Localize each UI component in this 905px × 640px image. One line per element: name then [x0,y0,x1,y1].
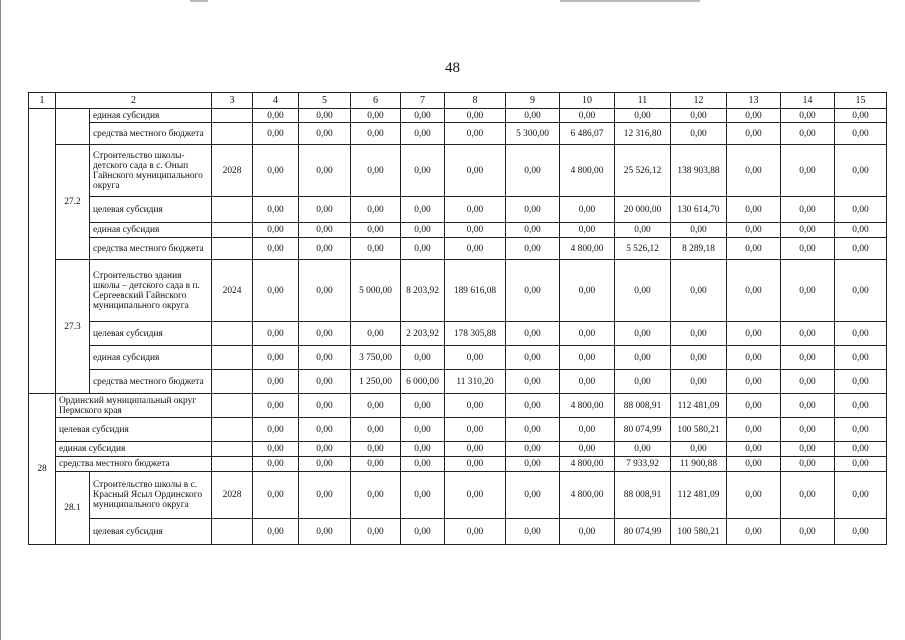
value-cell: 0,00 [560,109,615,123]
value-cell: 0,00 [445,519,506,545]
row-label: Строительство школы-детского сада в с. Онып Гайнского муниципального округа [90,145,212,197]
table-row [29,370,887,394]
value-cell: 5 000,00 [351,260,401,322]
table-row [29,519,887,545]
budget-table [28,92,887,545]
value-cell: 0,00 [401,472,445,519]
scan-mark [190,0,208,2]
value-cell: 0,00 [351,442,401,457]
value-cell: 0,00 [253,346,299,370]
value-cell: 0,00 [445,394,506,418]
row-group-number: 27.2 [56,145,90,260]
value-cell: 0,00 [401,109,445,123]
value-cell: 8 289,18 [671,238,727,260]
table-row [29,197,887,223]
column-header: 5 [299,93,351,109]
column-header: 10 [560,93,615,109]
value-cell: 12 316,80 [615,123,671,145]
row-year [212,197,253,223]
column-header: 4 [253,93,299,109]
value-cell: 0,00 [781,322,835,346]
value-cell: 0,00 [781,223,835,238]
value-cell: 0,00 [351,123,401,145]
row-label: целевая субсидия [90,197,212,223]
row-year: 2028 [212,472,253,519]
value-cell: 0,00 [445,346,506,370]
value-cell: 6 000,00 [401,370,445,394]
value-cell: 0,00 [835,260,887,322]
value-cell: 0,00 [560,322,615,346]
value-cell: 0,00 [615,370,671,394]
value-cell: 0,00 [506,442,560,457]
value-cell: 0,00 [835,442,887,457]
value-cell: 0,00 [253,370,299,394]
value-cell: 0,00 [445,238,506,260]
value-cell: 0,00 [445,197,506,223]
value-cell: 0,00 [253,123,299,145]
value-cell: 0,00 [727,418,781,442]
value-cell: 0,00 [727,322,781,346]
row-year: 2028 [212,145,253,197]
value-cell: 0,00 [253,238,299,260]
value-cell: 0,00 [253,260,299,322]
value-cell: 0,00 [351,472,401,519]
value-cell: 0,00 [671,322,727,346]
column-header: 9 [506,93,560,109]
table-row [29,457,887,472]
value-cell: 0,00 [615,260,671,322]
value-cell: 0,00 [299,322,351,346]
value-cell: 6 486,07 [560,123,615,145]
value-cell: 0,00 [445,109,506,123]
value-cell: 0,00 [299,346,351,370]
value-cell: 0,00 [835,394,887,418]
value-cell: 138 903,88 [671,145,727,197]
value-cell: 0,00 [727,145,781,197]
row-year [212,223,253,238]
value-cell: 0,00 [299,197,351,223]
value-cell: 0,00 [506,457,560,472]
table-row [29,322,887,346]
value-cell: 0,00 [445,145,506,197]
value-cell: 0,00 [727,238,781,260]
value-cell: 0,00 [671,370,727,394]
value-cell: 0,00 [781,394,835,418]
row-group-number: 27.3 [56,260,90,394]
table-row [29,123,887,145]
value-cell: 0,00 [727,346,781,370]
value-cell: 80 074,99 [615,418,671,442]
value-cell: 0,00 [299,472,351,519]
value-cell: 0,00 [506,109,560,123]
value-cell: 0,00 [401,394,445,418]
value-cell: 0,00 [781,145,835,197]
value-cell: 0,00 [835,322,887,346]
row-year [212,394,253,418]
value-cell: 0,00 [560,197,615,223]
value-cell: 0,00 [781,197,835,223]
value-cell: 0,00 [299,394,351,418]
value-cell: 11 900,88 [671,457,727,472]
value-cell: 0,00 [299,223,351,238]
row-label: единая субсидия [90,346,212,370]
value-cell: 0,00 [835,197,887,223]
value-cell: 0,00 [351,457,401,472]
value-cell: 4 800,00 [560,394,615,418]
value-cell: 0,00 [445,457,506,472]
value-cell: 0,00 [727,370,781,394]
value-cell: 0,00 [835,238,887,260]
value-cell: 0,00 [351,238,401,260]
column-header: 15 [835,93,887,109]
value-cell: 5 526,12 [615,238,671,260]
value-cell: 0,00 [401,123,445,145]
column-header: 8 [445,93,506,109]
row-group-number [29,109,56,394]
value-cell: 0,00 [835,457,887,472]
row-year [212,418,253,442]
value-cell: 0,00 [560,519,615,545]
value-cell: 0,00 [781,418,835,442]
scan-mark [560,0,700,2]
value-cell: 0,00 [253,197,299,223]
value-cell: 0,00 [445,223,506,238]
value-cell: 0,00 [506,260,560,322]
value-cell: 0,00 [781,370,835,394]
value-cell: 0,00 [253,145,299,197]
value-cell: 0,00 [253,442,299,457]
value-cell: 112 481,09 [671,472,727,519]
table-row [29,346,887,370]
value-cell: 88 008,91 [615,472,671,519]
value-cell: 0,00 [615,223,671,238]
value-cell: 0,00 [727,442,781,457]
row-year [212,109,253,123]
value-cell: 0,00 [727,223,781,238]
value-cell: 0,00 [835,346,887,370]
value-cell: 0,00 [727,197,781,223]
value-cell: 0,00 [560,346,615,370]
value-cell: 2 203,92 [401,322,445,346]
value-cell: 0,00 [506,418,560,442]
value-cell: 0,00 [401,238,445,260]
value-cell: 0,00 [835,472,887,519]
value-cell: 0,00 [781,260,835,322]
value-cell: 4 800,00 [560,145,615,197]
value-cell: 0,00 [781,346,835,370]
row-label: целевая субсидия [56,418,212,442]
value-cell: 0,00 [727,260,781,322]
row-year [212,322,253,346]
table-row [29,109,887,123]
value-cell: 0,00 [445,123,506,145]
value-cell: 0,00 [401,418,445,442]
value-cell: 0,00 [506,223,560,238]
row-year [212,519,253,545]
value-cell: 0,00 [401,519,445,545]
value-cell: 0,00 [299,519,351,545]
value-cell: 0,00 [671,260,727,322]
value-cell: 0,00 [615,442,671,457]
value-cell: 0,00 [560,260,615,322]
row-label: средства местного бюджета [56,457,212,472]
column-header: 12 [671,93,727,109]
value-cell: 0,00 [445,442,506,457]
value-cell: 0,00 [253,394,299,418]
row-group-number: 28.1 [56,472,90,545]
value-cell: 0,00 [506,472,560,519]
row-year [212,123,253,145]
value-cell: 0,00 [615,109,671,123]
value-cell: 0,00 [351,109,401,123]
row-label: Ординский муниципальный округ Пермского края [56,394,212,418]
value-cell: 0,00 [506,394,560,418]
value-cell: 0,00 [351,519,401,545]
value-cell: 0,00 [781,123,835,145]
value-cell: 100 580,21 [671,519,727,545]
value-cell: 0,00 [727,472,781,519]
value-cell: 0,00 [560,223,615,238]
table-row [29,260,887,322]
value-cell: 0,00 [351,223,401,238]
value-cell: 0,00 [781,472,835,519]
value-cell: 88 008,91 [615,394,671,418]
value-cell: 0,00 [560,370,615,394]
value-cell: 0,00 [299,109,351,123]
row-label: средства местного бюджета [90,370,212,394]
row-year [212,346,253,370]
value-cell: 4 800,00 [560,238,615,260]
value-cell: 0,00 [253,223,299,238]
value-cell: 0,00 [835,223,887,238]
value-cell: 0,00 [506,145,560,197]
value-cell: 0,00 [835,519,887,545]
value-cell: 130 614,70 [671,197,727,223]
value-cell: 0,00 [351,418,401,442]
value-cell: 0,00 [299,418,351,442]
value-cell: 8 203,92 [401,260,445,322]
row-label: Строительство здания школы – детского сада в п. Сергеевский Гайнского муниципального округа [90,260,212,322]
value-cell: 0,00 [299,370,351,394]
value-cell: 0,00 [671,442,727,457]
value-cell: 80 074,99 [615,519,671,545]
value-cell: 112 481,09 [671,394,727,418]
value-cell: 0,00 [835,109,887,123]
column-header: 14 [781,93,835,109]
value-cell: 100 580,21 [671,418,727,442]
value-cell: 4 800,00 [560,472,615,519]
value-cell: 0,00 [835,370,887,394]
row-year: 2024 [212,260,253,322]
value-cell: 0,00 [781,519,835,545]
value-cell: 0,00 [727,109,781,123]
value-cell: 0,00 [835,145,887,197]
page-number: 48 [445,60,460,76]
value-cell: 5 300,00 [506,123,560,145]
column-header: 6 [351,93,401,109]
value-cell: 4 800,00 [560,457,615,472]
value-cell: 0,00 [506,238,560,260]
row-year [212,442,253,457]
value-cell: 0,00 [835,418,887,442]
row-label: единая субсидия [90,109,212,123]
value-cell: 0,00 [615,346,671,370]
value-cell: 0,00 [299,145,351,197]
value-cell: 0,00 [401,197,445,223]
value-cell: 0,00 [671,109,727,123]
row-group-number [56,109,90,145]
column-header: 13 [727,93,781,109]
row-group-number: 28 [29,394,56,545]
value-cell: 0,00 [835,123,887,145]
value-cell: 7 933,92 [615,457,671,472]
table-row [29,238,887,260]
value-cell: 0,00 [401,346,445,370]
row-year [212,370,253,394]
value-cell: 0,00 [401,442,445,457]
value-cell: 0,00 [781,442,835,457]
value-cell: 0,00 [253,109,299,123]
value-cell: 11 310,20 [445,370,506,394]
value-cell: 0,00 [727,457,781,472]
value-cell: 0,00 [560,418,615,442]
value-cell: 0,00 [560,442,615,457]
table-row [29,223,887,238]
row-year [212,238,253,260]
row-label: целевая субсидия [90,322,212,346]
value-cell: 0,00 [506,322,560,346]
table-row [29,145,887,197]
value-cell: 0,00 [299,123,351,145]
value-cell: 178 305,88 [445,322,506,346]
value-cell: 0,00 [299,442,351,457]
value-cell: 0,00 [253,322,299,346]
column-header-row [29,93,887,109]
value-cell: 0,00 [253,457,299,472]
row-label: Строительство школы в с. Красный Ясыл Ординского муниципального округа [90,472,212,519]
value-cell: 0,00 [506,197,560,223]
value-cell: 0,00 [615,322,671,346]
value-cell: 0,00 [506,370,560,394]
value-cell: 0,00 [299,238,351,260]
column-header: 7 [401,93,445,109]
value-cell: 0,00 [299,260,351,322]
value-cell: 0,00 [401,223,445,238]
column-header: 11 [615,93,671,109]
column-header: 2 [56,93,212,109]
value-cell: 0,00 [253,418,299,442]
value-cell: 0,00 [671,223,727,238]
row-label: средства местного бюджета [90,123,212,145]
row-label: средства местного бюджета [90,238,212,260]
value-cell: 0,00 [299,457,351,472]
value-cell: 3 750,00 [351,346,401,370]
row-label: целевая субсидия [90,519,212,545]
value-cell: 0,00 [253,519,299,545]
value-cell: 0,00 [445,472,506,519]
value-cell: 20 000,00 [615,197,671,223]
table-row [29,442,887,457]
value-cell: 0,00 [351,145,401,197]
row-year [212,457,253,472]
value-cell: 0,00 [351,394,401,418]
value-cell: 0,00 [401,457,445,472]
value-cell: 0,00 [727,519,781,545]
value-cell: 25 526,12 [615,145,671,197]
column-header: 3 [212,93,253,109]
table-row [29,418,887,442]
row-label: единая субсидия [90,223,212,238]
value-cell: 0,00 [727,394,781,418]
value-cell: 0,00 [401,145,445,197]
value-cell: 0,00 [671,123,727,145]
value-cell: 0,00 [351,322,401,346]
value-cell: 0,00 [445,418,506,442]
value-cell: 189 616,08 [445,260,506,322]
value-cell: 0,00 [727,123,781,145]
page-edge [0,0,1,640]
column-header: 1 [29,93,56,109]
row-label: единая субсидия [56,442,212,457]
value-cell: 1 250,00 [351,370,401,394]
value-cell: 0,00 [351,197,401,223]
value-cell: 0,00 [253,472,299,519]
value-cell: 0,00 [506,346,560,370]
value-cell: 0,00 [671,346,727,370]
value-cell: 0,00 [781,109,835,123]
value-cell: 0,00 [781,238,835,260]
table-row [29,472,887,519]
table-row [29,394,887,418]
value-cell: 0,00 [506,519,560,545]
value-cell: 0,00 [781,457,835,472]
